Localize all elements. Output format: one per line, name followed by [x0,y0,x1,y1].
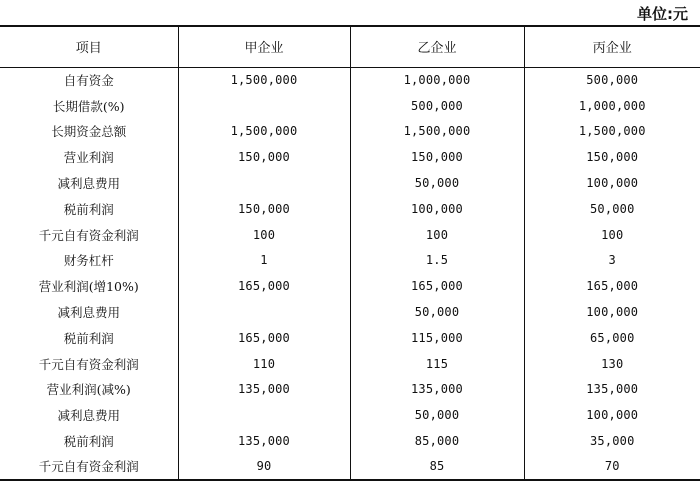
table-row [0,119,700,145]
row-label: 营业利润 [63,150,114,166]
company-a-value [178,402,350,428]
company-a-value: 110 [178,351,350,377]
table-row [0,402,700,428]
table-row [0,351,700,377]
company-b-value: 50,000 [350,402,524,428]
company-c-value: 100,000 [524,299,700,325]
company-c-value: 135,000 [524,377,700,403]
column-header-company-b: 乙企业 [350,26,524,67]
company-a-value: 150,000 [178,144,350,170]
company-b-value: 500,000 [350,93,524,119]
company-c-value: 1,000,000 [524,93,700,119]
table-row [0,196,700,222]
table-row [0,170,700,196]
company-c-value: 50,000 [524,196,700,222]
company-a-value [178,170,350,196]
table-row [0,428,700,454]
table-row [0,273,700,299]
table-row [0,377,700,403]
row-label: 营业利润(增10%) [38,279,139,295]
company-a-value [178,299,350,325]
company-c-value: 150,000 [524,144,700,170]
company-b-value: 1,000,000 [350,67,524,93]
company-b-value: 85 [350,454,524,480]
company-b-value: 100,000 [350,196,524,222]
unit-label: 单位:元 [637,5,688,23]
column-header-item: 项目 [0,26,178,67]
company-c-value: 165,000 [524,273,700,299]
company-a-value: 150,000 [178,196,350,222]
row-label: 税前利润 [63,434,114,450]
row-label: 长期资金总额 [51,124,127,140]
table-row [0,144,700,170]
company-b-value: 115 [350,351,524,377]
company-c-value: 100,000 [524,170,700,196]
company-c-value: 500,000 [524,67,700,93]
company-a-value: 100 [178,222,350,248]
company-a-value: 1,500,000 [178,119,350,145]
company-a-value [178,93,350,119]
company-a-value: 165,000 [178,325,350,351]
company-c-value: 130 [524,351,700,377]
row-label: 千元自有资金利润 [38,356,139,372]
table-row [0,222,700,248]
company-b-value: 1.5 [350,248,524,274]
company-b-value: 1,500,000 [350,119,524,145]
table-row [0,67,700,93]
row-label: 减利息费用 [57,305,120,321]
row-label: 税前利润 [63,201,114,217]
row-label: 千元自有资金利润 [38,227,139,243]
row-label: 税前利润 [63,330,114,346]
row-label: 财务杠杆 [63,253,114,269]
table-row [0,93,700,119]
company-b-value: 50,000 [350,170,524,196]
table-row [0,325,700,351]
company-c-value: 100 [524,222,700,248]
row-label: 营业利润(减%) [46,382,131,398]
company-c-value: 35,000 [524,428,700,454]
company-b-value: 100 [350,222,524,248]
row-label: 自有资金 [63,73,114,89]
row-label: 千元自有资金利润 [0,454,178,480]
company-b-value: 85,000 [350,428,524,454]
row-label: 减利息费用 [57,176,120,192]
company-b-value: 115,000 [350,325,524,351]
company-a-value: 135,000 [178,377,350,403]
company-c-value: 3 [524,248,700,274]
table-row [0,454,700,480]
company-a-value: 135,000 [178,428,350,454]
company-a-value: 1,500,000 [178,67,350,93]
company-c-value: 100,000 [524,402,700,428]
company-b-value: 165,000 [350,273,524,299]
company-a-value: 1 [178,248,350,274]
column-header-company-a: 甲企业 [178,26,350,67]
row-label: 长期借款(%) [52,98,125,114]
company-b-value: 50,000 [350,299,524,325]
company-c-value: 65,000 [524,325,700,351]
company-a-value: 165,000 [178,273,350,299]
company-b-value: 135,000 [350,377,524,403]
table-header-row [0,26,700,67]
table-row [0,248,700,274]
financial-leverage-table [0,25,700,481]
table-row [0,299,700,325]
company-b-value: 150,000 [350,144,524,170]
company-a-value: 90 [178,454,350,480]
row-label: 减利息费用 [57,408,120,424]
company-c-value: 1,500,000 [524,119,700,145]
company-c-value: 70 [524,454,700,480]
column-header-company-c: 丙企业 [524,26,700,67]
